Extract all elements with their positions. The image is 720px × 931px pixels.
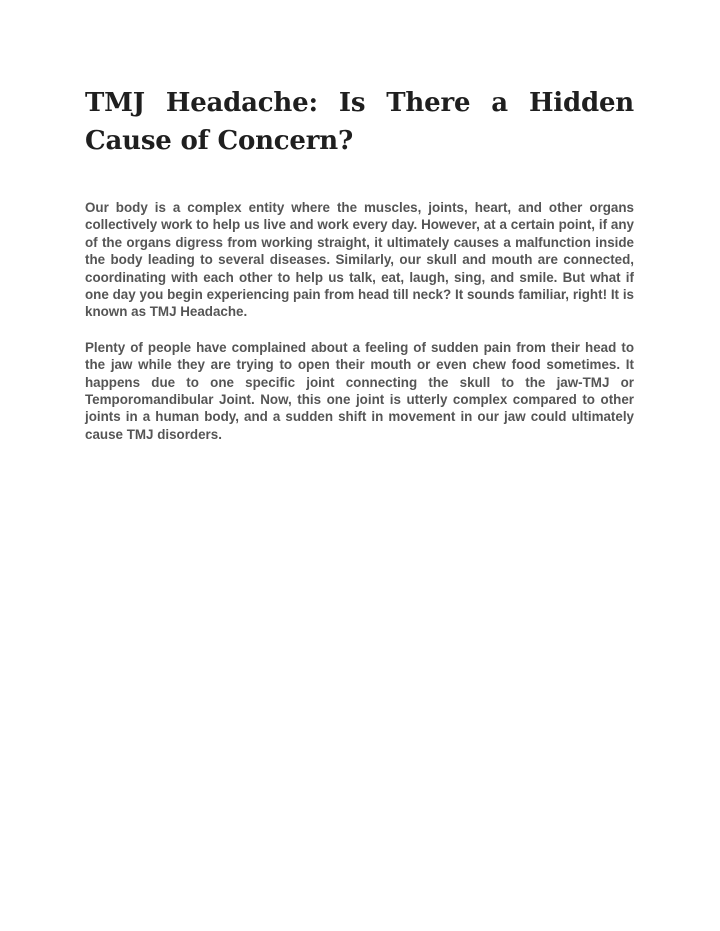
article-body [85, 84, 634, 443]
paragraph-symptoms: Plenty of people have complained about a feeling of sudden pain from their head to the jaw while they are trying to open their mouth or even chew food sometimes. It happens due to one specific joint connecting the skull to the jaw-TMJ or Temporomandibular Joint. Now, this one joint is utterly complex compared to other joints in a human body, and a sudden shift in movement in our jaw could ultimately cause TMJ disorders. [85, 339, 634, 442]
paragraph-intro: Our body is a complex entity where the muscles, joints, heart, and other organs collectively work to help us live and work every day. However, at a certain point, if any of the organs digress from working straight, it ultimately causes a malfunction inside the body leading to several diseases. Similarly, our skull and mouth are connected, coordinating with each other to help us talk, eat, laugh, sing, and smile. But what if one day you begin experiencing pain from head till neck? It sounds familiar, right! It is known as TMJ Headache. [85, 200, 634, 320]
article-title: TMJ Headache: Is There a Hidden Cause of Concern? [85, 88, 634, 156]
